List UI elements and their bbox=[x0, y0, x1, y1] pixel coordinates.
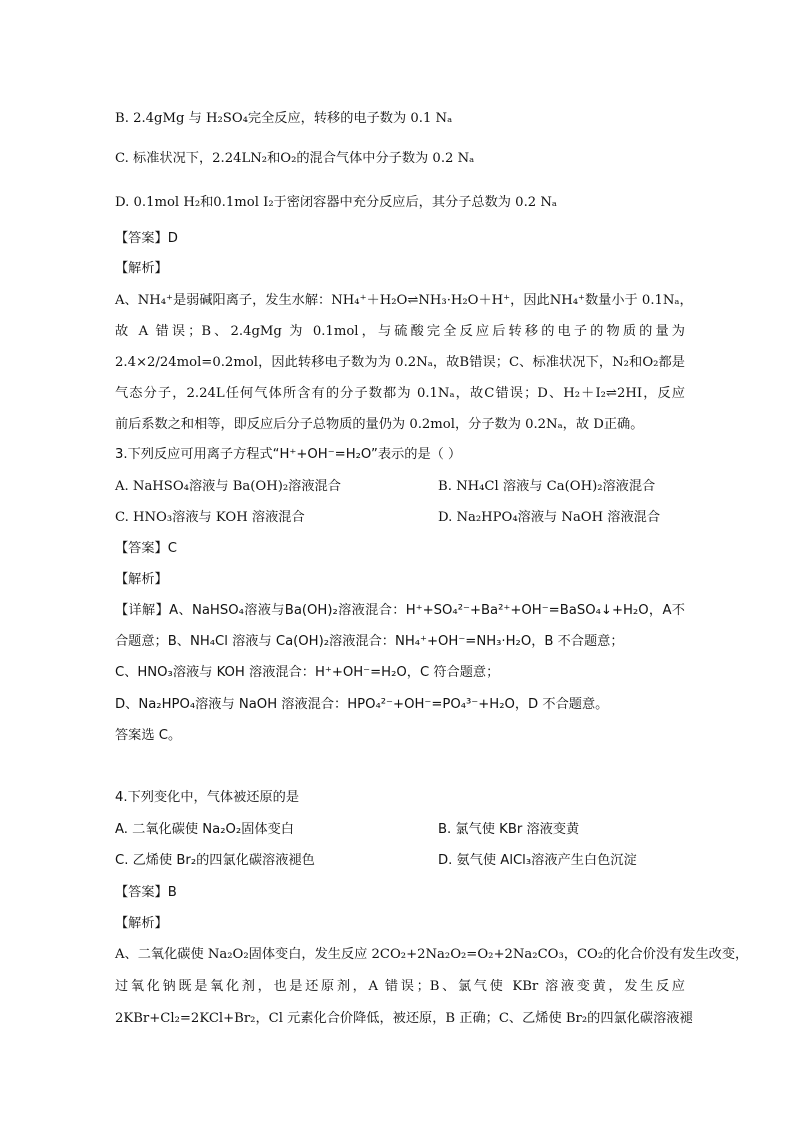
q4-analysis-line: A、二氧化碳使 Na₂O₂固体变白，发生反应 2CO₂+2Na₂O₂=O₂+2Na₂CO₃，CO₂的化合价没有发生改变， bbox=[115, 947, 749, 962]
q2-option-c: C. 标准状况下，2.24LN₂和O₂的混合气体中分子数为 0.2 Nₐ bbox=[115, 151, 475, 166]
q3-analysis-line: C、HNO₃溶液与 KOH 溶液混合：H⁺+OH⁻=H₂O，C 符合题意； bbox=[115, 665, 500, 680]
q3-option-c: C. HNO₃溶液与 KOH 溶液混合 bbox=[115, 510, 305, 525]
q3-answer: 【答案】C bbox=[115, 541, 177, 556]
q3-option-d: D. Na₂HPO₄溶液与 NaOH 溶液混合 bbox=[438, 510, 661, 525]
q4-option-d: D. 氨气使 AlCl₃溶液产生白色沉淀 bbox=[438, 853, 637, 868]
q2-analysis-line: A、NH₄⁺是弱碱阳离子，发生水解：NH₄⁺＋H₂O⇌NH₃·H₂O＋H⁺，因此NH₄⁺数量小于 0.1Nₐ， bbox=[115, 293, 693, 308]
q2-option-b: B. 2.4gMg 与 H₂SO₄完全反应，转移的电子数为 0.1 Nₐ bbox=[115, 111, 453, 126]
q2-analysis-line: 故 A 错误；B、2.4gMg 为 0.1mol，与硫酸完全反应后转移的电子的物质的量为 bbox=[115, 324, 685, 339]
q4-answer: 【答案】B bbox=[115, 885, 177, 900]
q2-analysis-line: 2.4×2/24mol=0.2mol，因此转移电子数为为 0.2Nₐ，故B错误；C、标准状况下，N₂和O₂都是 bbox=[115, 355, 685, 370]
q4-analysis-heading: 【解析】 bbox=[115, 916, 168, 931]
q4-option-a: A. 二氧化碳使 Na₂O₂固体变白 bbox=[115, 822, 294, 837]
q3-option-a: A. NaHSO₄溶液与 Ba(OH)₂溶液混合 bbox=[115, 479, 341, 494]
q2-option-d: D. 0.1mol H₂和0.1mol I₂于密闭容器中充分反应后，其分子总数为 0.2 Nₐ bbox=[115, 195, 557, 210]
q2-analysis-line: 前后系数之和相等，即反应后分子总物质的量仍为 0.2mol，分子数为 0.2Nₐ，故 D正确。 bbox=[115, 417, 644, 432]
q3-option-b: B. NH₄Cl 溶液与 Ca(OH)₂溶液混合 bbox=[438, 479, 656, 494]
q4-option-c: C. 乙烯使 Br₂的四氯化碳溶液褪色 bbox=[115, 853, 315, 868]
q3-analysis-heading: 【解析】 bbox=[115, 572, 168, 587]
q3-analysis-line: 【详解】A、NaHSO₄溶液与Ba(OH)₂溶液混合：H⁺+SO₄²⁻+Ba²⁺+OH⁻=BaSO₄↓+H₂O，A不 bbox=[115, 603, 685, 618]
q4-stem: 4.下列变化中，气体被还原的是 bbox=[115, 790, 300, 805]
q2-answer: 【答案】D bbox=[115, 231, 178, 246]
q3-stem: 3.下列反应可用离子方程式“H⁺+OH⁻=H₂O”表示的是（ ） bbox=[115, 447, 462, 462]
q3-analysis-line: 答案选 C。 bbox=[115, 728, 182, 743]
q3-analysis-line: 合题意；B、NH₄Cl 溶液与 Ca(OH)₂溶液混合：NH₄⁺+OH⁻=NH₃·H₂O，B 不合题意； bbox=[115, 634, 624, 649]
q4-option-b: B. 氯气使 KBr 溶液变黄 bbox=[438, 822, 580, 837]
q4-analysis-line: 过氧化钠既是氧化剂，也是还原剂，A 错误；B、氯气使 KBr 溶液变黄，发生反应 bbox=[115, 979, 685, 994]
q3-analysis-line: D、Na₂HPO₄溶液与 NaOH 溶液混合：HPO₄²⁻+OH⁻=PO₄³⁻+H₂O，D 不合题意。 bbox=[115, 697, 609, 712]
q2-analysis-line: 气态分子，2.24L任何气体所含有的分子数都为 0.1Nₐ，故C错误；D、H₂＋I₂⇌2HI，反应 bbox=[115, 386, 685, 401]
q2-analysis-heading: 【解析】 bbox=[115, 261, 168, 276]
q4-analysis-line: 2KBr+Cl₂=2KCl+Br₂，Cl 元素化合价降低，被还原，B 正确；C、乙烯使 Br₂的四氯化碳溶液褪 bbox=[115, 1011, 693, 1026]
